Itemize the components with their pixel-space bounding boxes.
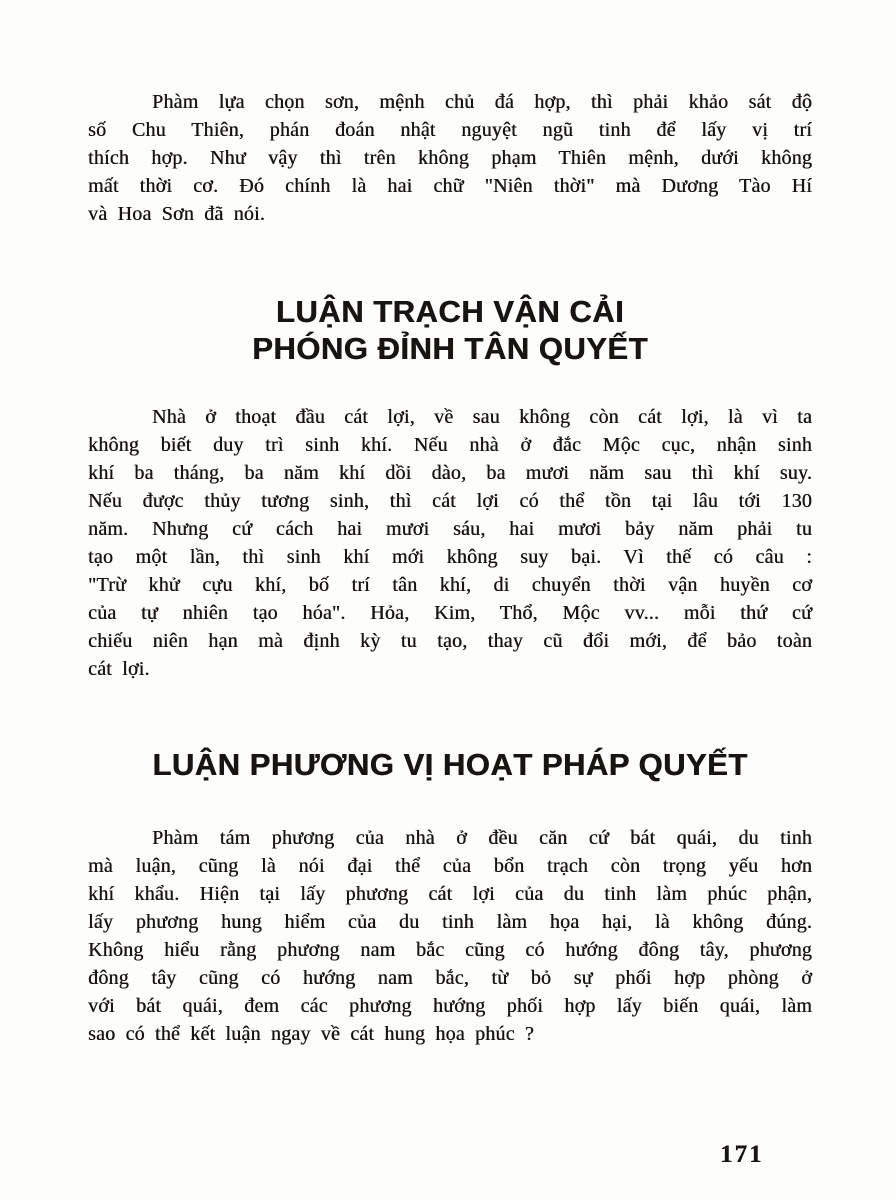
paragraph-line: Nếu được thủy tương sinh, thì cát lợi có thể tồn tại lâu tới 130 [88,490,812,512]
paragraph-line: không biết duy trì sinh khí. Nếu nhà ở đắc Mộc cục, nhận sinh [88,434,812,456]
paragraph-line: tạo một lần, thì sinh khí mới không suy bại. Vì thế có câu : [88,546,812,568]
paragraph-line: khí ba tháng, ba năm khí dồi dào, ba mươi năm sau thì khí suy. [88,462,812,484]
paragraph-line: năm. Nhưng cứ cách hai mươi sáu, hai mươi bảy năm phải tu [88,518,812,540]
paragraph-line: "Trừ khử cựu khí, bố trí tân khí, di chuyển thời vận huyền cơ [88,574,812,596]
paragraph-line: mất thời cơ. Đó chính là hai chữ "Niên thời" mà Dương Tào Hí [88,175,812,197]
paragraph-line: lấy phương hung hiểm của du tinh làm họa hại, là không đúng. [88,911,812,933]
paragraph-line: và Hoa Sơn đã nói. [88,203,265,225]
section-title-1 [88,293,812,367]
paragraph-line: Phàm tám phương của nhà ở đều căn cứ bát quái, du tinh [152,827,812,849]
paragraph-line: thích hợp. Như vậy thì trên không phạm Thiên mệnh, dưới không [88,147,812,169]
intro-paragraph [88,88,812,228]
paragraph-line: Không hiểu rằng phương nam bắc cũng có hướng đông tây, phương [88,939,812,961]
paragraph-line: sao có thể kết luận ngay về cát hung họa phúc ? [88,1023,534,1045]
paragraph-line: với bát quái, đem các phương hướng phối hợp lấy biến quái, làm [88,995,812,1017]
section-title-2-line-1: LUẬN PHƯƠNG VỊ HOẠT PHÁP QUYẾT [152,747,748,782]
paragraph-line: mà luận, cũng là nói đại thể của bổn trạch còn trọng yếu hơn [88,855,812,877]
paragraph-line: khí khẩu. Hiện tại lấy phương cát lợi của du tinh làm phúc phận, [88,883,812,905]
paragraph-line: chiếu niên hạn mà định kỳ tu tạo, thay cũ đổi mới, để bảo toàn [88,630,812,652]
section-title-1-line-2: PHÓNG ĐỈNH TÂN QUYẾT [252,331,648,366]
section-title-2 [88,746,812,783]
page-number: 171 [720,1141,764,1168]
section-title-1-line-1: LUẬN TRẠCH VẬN CẢI [275,294,625,329]
paragraph-line: số Chu Thiên, phán đoán nhật nguyệt ngũ tinh để lấy vị trí [88,119,812,141]
section-1-paragraph [88,403,812,683]
paragraph-line: đông tây cũng có hướng nam bắc, từ bỏ sự phối hợp phòng ở [88,967,812,989]
paragraph-line: Phàm lựa chọn sơn, mệnh chủ đá hợp, thì phải khảo sát độ [152,91,812,113]
section-2-paragraph [88,824,812,1048]
paragraph-line: cát lợi. [88,658,150,680]
paragraph-line: của tự nhiên tạo hóa". Hỏa, Kim, Thổ, Mộc vv... mỗi thứ cứ [88,602,812,624]
paragraph-line: Nhà ở thoạt đầu cát lợi, về sau không còn cát lợi, là vì ta [152,406,812,428]
